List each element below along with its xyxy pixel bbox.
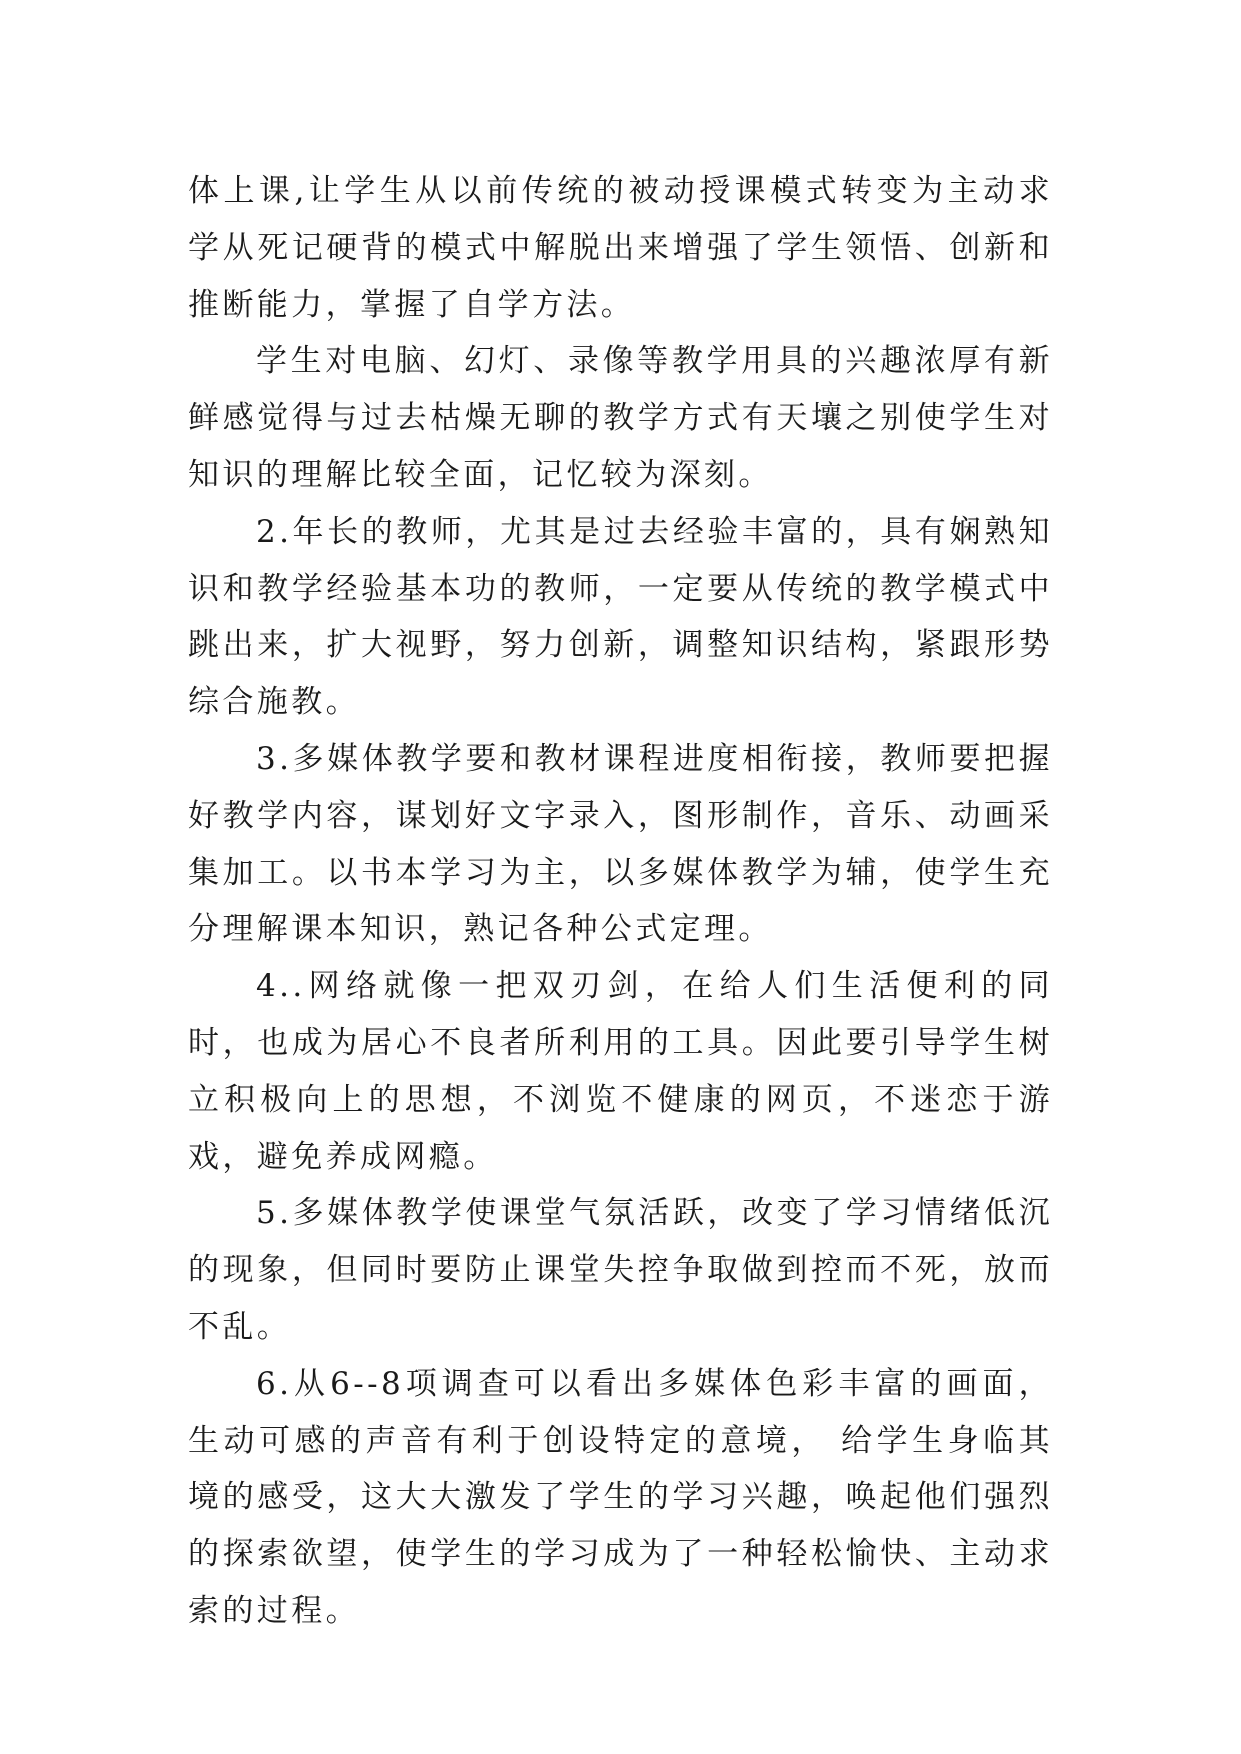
body-text: [188, 163, 1053, 1640]
paragraph-item-6: 6.从6--8项调查可以看出多媒体色彩丰富的画面，生动可感的声音有利于创设特定的意境， 给学生身临其境的感受，这大大激发了学生的学习兴趣，唤起他们强烈的探索欲望，使学生的学习成为了一种轻松愉快、主动求索的过程。: [188, 1365, 1053, 1629]
paragraph-item-5: 5.多媒体教学使课堂气氛活跃，改变了学习情绪低沉的现象，但同时要防止课堂失控争取做到控而不死，放而不乱。: [188, 1195, 1053, 1345]
paragraph-student-interest: 学生对电脑、幻灯、录像等教学用具的兴趣浓厚有新鲜感觉得与过去枯燥无聊的教学方式有天壤之别使学生对知识的理解比较全面，记忆较为深刻。: [188, 343, 1053, 493]
paragraph-item-3: 3.多媒体教学要和教材课程进度相衔接，教师要把握好教学内容，谋划好文字录入，图形制作，音乐、动画采集加工。以书本学习为主，以多媒体教学为辅，使学生充分理解课本知识，熟记各种公式定理。: [188, 740, 1053, 948]
paragraph-item-2: 2.年长的教师，尤其是过去经验丰富的，具有娴熟知识和教学经验基本功的教师，一定要从传统的教学模式中跳出来，扩大视野，努力创新，调整知识结构，紧跟形势综合施教。: [188, 513, 1053, 721]
paragraph-continuation: 体上课,让学生从以前传统的被动授课模式转变为主动求学从死记硬背的模式中解脱出来增强了学生领悟、创新和推断能力，掌握了自学方法。: [188, 173, 1053, 323]
paragraph-item-4: 4..网络就像一把双刃剑，在给人们生活便利的同时，也成为居心不良者所利用的工具。因此要引导学生树立积极向上的思想，不浏览不健康的网页，不迷恋于游戏，避免养成网瘾。: [188, 968, 1053, 1175]
